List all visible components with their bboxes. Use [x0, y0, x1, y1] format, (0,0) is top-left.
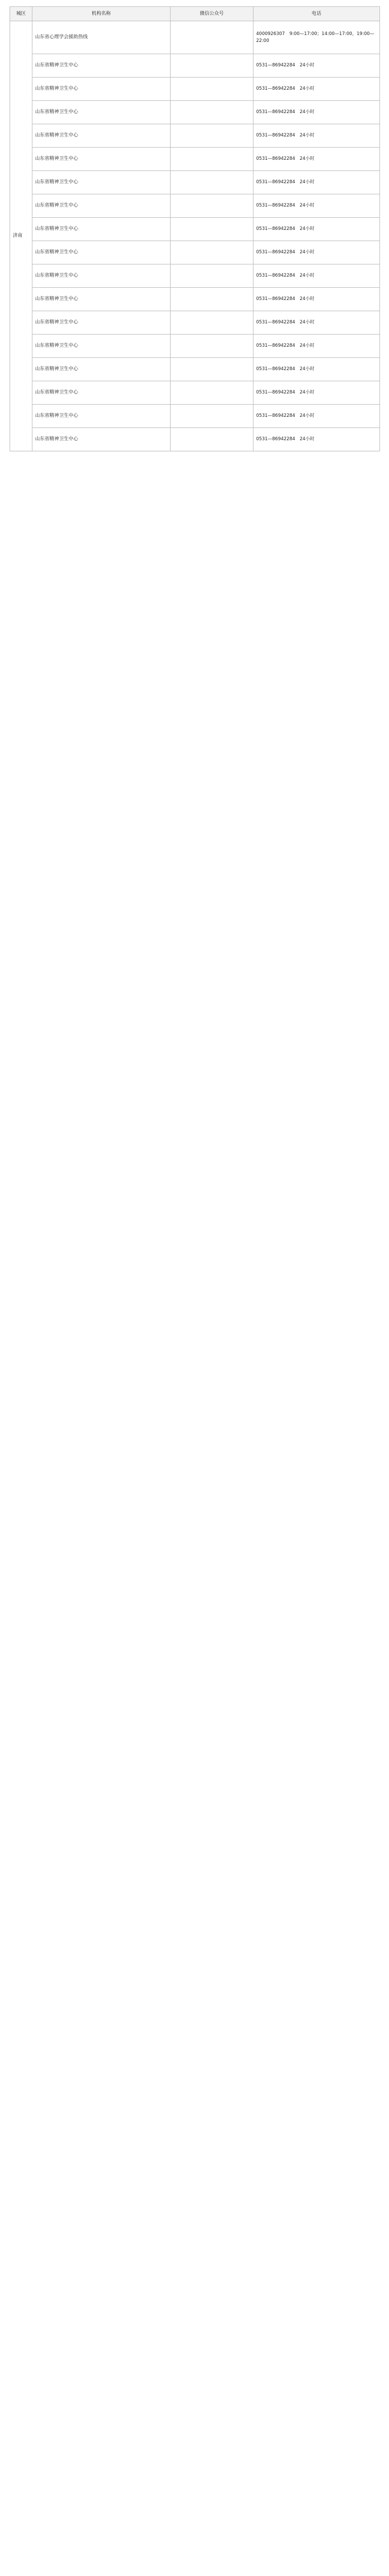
- table-header-row: [10, 7, 380, 21]
- phone-cell: 0531—86942284 24小时: [253, 311, 380, 335]
- wechat-cell: [171, 78, 253, 101]
- table-row: [10, 405, 380, 428]
- table-row: [10, 124, 380, 148]
- table-row: [10, 241, 380, 264]
- name-cell: 山东省精神卫生中心: [32, 194, 171, 218]
- wechat-cell: [171, 311, 253, 335]
- name-cell: 山东省精神卫生中心: [32, 405, 171, 428]
- wechat-cell: [171, 335, 253, 358]
- table-row: [10, 54, 380, 78]
- phone-cell: 0531—86942284 24小时: [253, 124, 380, 148]
- table-row: [10, 194, 380, 218]
- table-row: [10, 311, 380, 335]
- phone-cell: 0531—86942284 24小时: [253, 428, 380, 451]
- wechat-cell: [171, 101, 253, 124]
- phone-cell: 4000926307 9:00—17:00；14:00—17:00，19:00—22:00: [253, 21, 380, 54]
- header-wechat: 微信公众号: [171, 7, 253, 21]
- phone-cell: 0531—86942284 24小时: [253, 78, 380, 101]
- wechat-cell: [171, 194, 253, 218]
- phone-cell: 0531—86942284 24小时: [253, 194, 380, 218]
- table-body: [10, 21, 380, 451]
- table-row: [10, 381, 380, 405]
- hotline-table-container: [10, 6, 379, 451]
- wechat-cell: [171, 21, 253, 54]
- wechat-cell: [171, 288, 253, 311]
- table-row: [10, 428, 380, 451]
- phone-cell: 0531—86942284 24小时: [253, 54, 380, 78]
- name-cell: 山东省精神卫生中心: [32, 124, 171, 148]
- wechat-cell: [171, 54, 253, 78]
- table-row: [10, 21, 380, 54]
- wechat-cell: [171, 405, 253, 428]
- table-row: [10, 148, 380, 171]
- name-cell: 山东省精神卫生中心: [32, 101, 171, 124]
- name-cell: 山东省精神卫生中心: [32, 171, 171, 194]
- table-row: [10, 335, 380, 358]
- name-cell: 山东省精神卫生中心: [32, 428, 171, 451]
- name-cell: 山东省精神卫生中心: [32, 264, 171, 288]
- wechat-cell: [171, 148, 253, 171]
- phone-cell: 0531—86942284 24小时: [253, 171, 380, 194]
- name-cell: 山东省精神卫生中心: [32, 288, 171, 311]
- name-cell: 山东省精神卫生中心: [32, 335, 171, 358]
- name-cell: 山东省精神卫生中心: [32, 78, 171, 101]
- name-cell: 山东省精神卫生中心: [32, 148, 171, 171]
- header-name: 机构名称: [32, 7, 171, 21]
- header-phone: 电话: [253, 7, 380, 21]
- wechat-cell: [171, 428, 253, 451]
- phone-cell: 0531—86942284 24小时: [253, 405, 380, 428]
- phone-cell: 0531—86942284 24小时: [253, 218, 380, 241]
- name-cell: 山东省精神卫生中心: [32, 358, 171, 381]
- wechat-cell: [171, 264, 253, 288]
- table-row: [10, 101, 380, 124]
- table-row: [10, 218, 380, 241]
- name-cell: 山东省精神卫生中心: [32, 54, 171, 78]
- name-cell: 山东省精神卫生中心: [32, 381, 171, 405]
- name-cell: 山东省精神卫生中心: [32, 241, 171, 264]
- phone-cell: 0531—86942284 24小时: [253, 335, 380, 358]
- name-cell: 山东省心理学会援助热线: [32, 21, 171, 54]
- phone-cell: 0531—86942284 24小时: [253, 358, 380, 381]
- hotline-table: [10, 6, 380, 451]
- wechat-cell: [171, 241, 253, 264]
- phone-cell: 0531—86942284 24小时: [253, 288, 380, 311]
- phone-cell: 0531—86942284 24小时: [253, 241, 380, 264]
- table-row: [10, 288, 380, 311]
- wechat-cell: [171, 218, 253, 241]
- phone-cell: 0531—86942284 24小时: [253, 381, 380, 405]
- name-cell: 山东省精神卫生中心: [32, 218, 171, 241]
- header-city: 城区: [10, 7, 32, 21]
- phone-cell: 0531—86942284 24小时: [253, 148, 380, 171]
- wechat-cell: [171, 358, 253, 381]
- phone-cell: 0531—86942284 24小时: [253, 101, 380, 124]
- table-row: [10, 358, 380, 381]
- wechat-cell: [171, 124, 253, 148]
- phone-cell: 0531—86942284 24小时: [253, 264, 380, 288]
- name-cell: 山东省精神卫生中心: [32, 311, 171, 335]
- table-row: [10, 171, 380, 194]
- wechat-cell: [171, 381, 253, 405]
- table-row: [10, 264, 380, 288]
- table-row: [10, 78, 380, 101]
- city-cell: 济南: [10, 21, 32, 451]
- wechat-cell: [171, 171, 253, 194]
